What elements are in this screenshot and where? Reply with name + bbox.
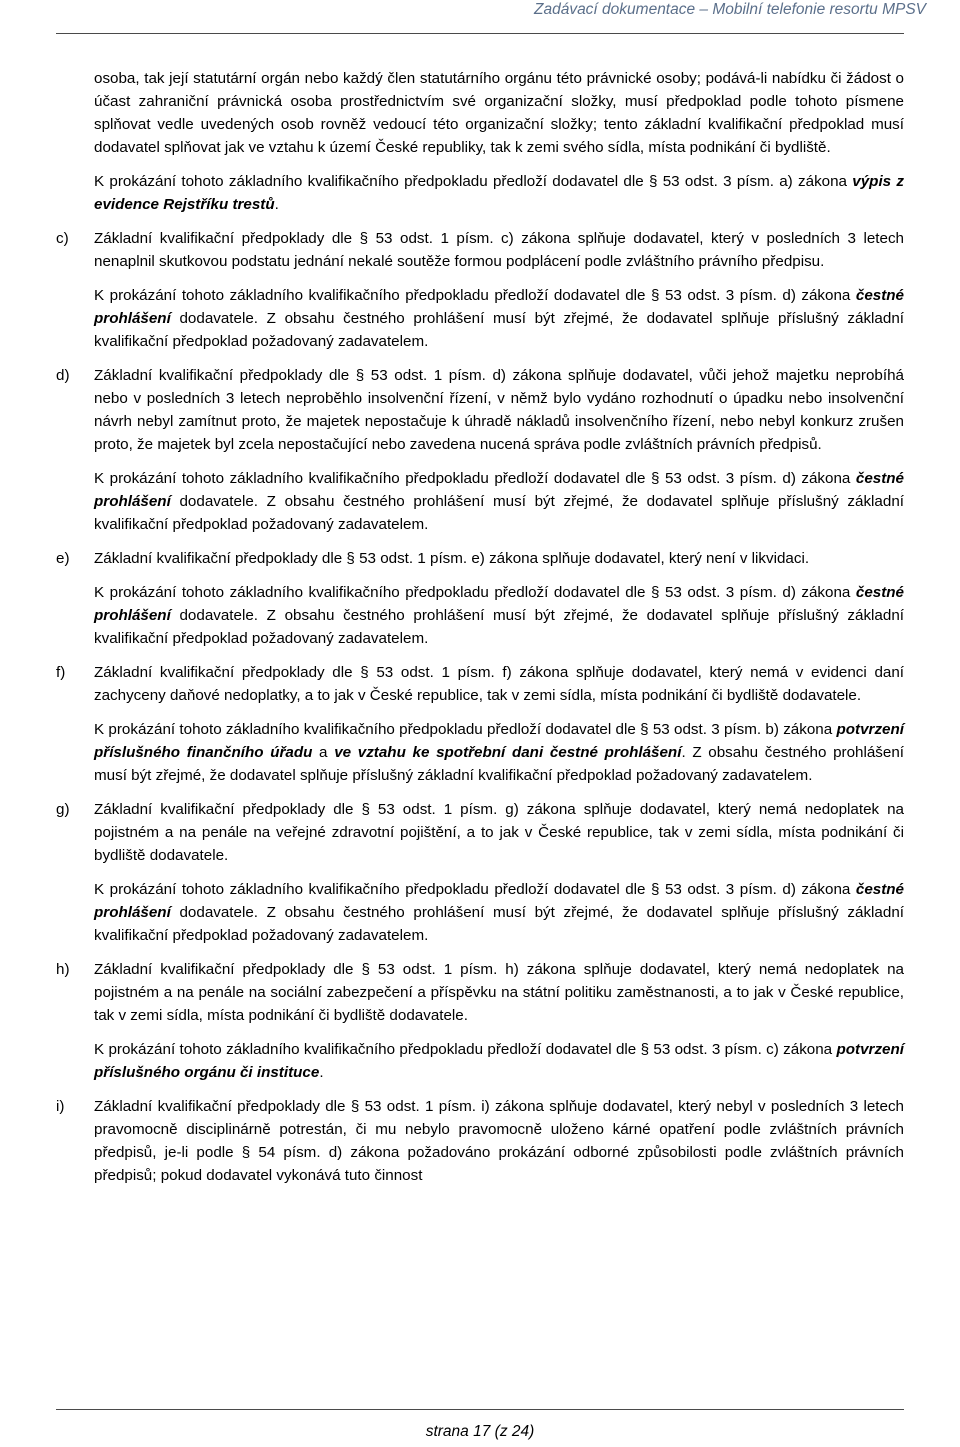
proof-document: čestné prohlášení [94, 470, 904, 510]
item-text: Základní kvalifikační předpoklady dle § 53 odst. 1 písm. d) zákona splňuje dodavatel, vůči jehož majetku neprobíhá nebo v posledních 3 letech neproběhlo insolvenční řízení, v němž bylo vydáno rozhodnutí o úpadku nebo insolvenční návrh nebyl zamítnut proto, že majetek nepostačuje k úhradě nákladů insolvenčního řízení, nebo nebyl konkurz zrušen proto, že majetek byl zcela nepostačující nebo zavedena nucená správa podle zvláštních právních předpisů. [94, 367, 904, 453]
proof-paragraph-e [56, 581, 904, 650]
page-number: strana 17 (z 24) [425, 1423, 535, 1440]
item-label: d) [56, 367, 70, 384]
page-header [0, 0, 960, 34]
proof-paragraph-g [56, 878, 904, 947]
item-text: Základní kvalifikační předpoklady dle § 53 odst. 1 písm. h) zákona splňuje dodavatel, který nemá nedoplatek na pojistném a na penále na sociální zabezpečení a příspěvku na státní politiku zaměstnanosti, a to jak v České republice, tak v zemi sídla, místa podnikání či bydliště dodavatele. [94, 961, 904, 1024]
proof-paragraph-b [56, 170, 904, 216]
proof-paragraph-h [56, 1038, 904, 1084]
proof-text-end: . [319, 1064, 324, 1081]
proof-text: K prokázání tohoto základního kvalifikačního předpokladu předloží dodavatel dle § 53 odst. 3 písm. b) zákona [94, 721, 837, 738]
item-label: c) [56, 230, 69, 247]
item-label: f) [56, 664, 66, 681]
item-label: i) [56, 1098, 65, 1115]
list-item-c [56, 227, 904, 273]
proof-document: výpis z evidence Rejstříku trestů [94, 173, 904, 213]
proof-text: K prokázání tohoto základního kvalifikačního předpokladu předloží dodavatel dle § 53 odst. 3 písm. a) zákona [94, 173, 853, 190]
proof-text-end: . Z obsahu čestného prohlášení musí být zřejmé, že dodavatel splňuje příslušný základní kvalifikační předpoklad požadovaný zadavatelem. [94, 744, 905, 784]
proof-text: K prokázání tohoto základního kvalifikačního předpokladu předloží dodavatel dle § 53 odst. 3 písm. d) zákona [94, 470, 856, 487]
proof-text-end: dodavatele. Z obsahu čestného prohlášení musí být zřejmé, že dodavatel splňuje příslušný základní kvalifikační předpoklad požadovaný zadavatelem. [94, 904, 904, 944]
proof-document: potvrzení příslušného orgánu či instituce [94, 1041, 904, 1081]
proof-document: čestné prohlášení [94, 584, 904, 624]
list-item-g [56, 798, 904, 867]
proof-paragraph-d [56, 467, 904, 536]
proof-text: K prokázání tohoto základního kvalifikačního předpokladu předloží dodavatel dle § 53 odst. 3 písm. d) zákona [94, 287, 856, 304]
list-item-d [56, 364, 904, 456]
proof-text: K prokázání tohoto základního kvalifikačního předpokladu předloží dodavatel dle § 53 odst. 3 písm. d) zákona [94, 881, 856, 898]
proof-paragraph-c [56, 284, 904, 353]
continuation-paragraph: osoba, tak její statutární orgán nebo každý člen statutárního orgánu této právnické osoby; podává-li nabídku či žádost o účast zahraniční právnická osoba prostřednictvím své organizační složky, musí předpoklad podle tohoto písmene splňovat vedle uvedených osob rovněž vedoucí této organizační složky; tento základní kvalifikační předpoklad musí dodavatel splňovat jak ve vztahu k území České republiky, tak k zemi svého sídla, místa podnikání či bydliště. [94, 70, 904, 156]
proof-text: K prokázání tohoto základního kvalifikačního předpokladu předloží dodavatel dle § 53 odst. 3 písm. c) zákona [94, 1041, 837, 1058]
proof-text-end: dodavatele. Z obsahu čestného prohlášení musí být zřejmé, že dodavatel splňuje příslušný základní kvalifikační předpoklad požadovaný zadavatelem. [94, 493, 904, 533]
list-item-h [56, 958, 904, 1027]
proof-text-mid: a [312, 744, 335, 761]
footer-rule [56, 1409, 904, 1410]
proof-document: čestné prohlášení [94, 881, 904, 921]
item-text: Základní kvalifikační předpoklady dle § 53 odst. 1 písm. e) zákona splňuje dodavatel, který není v likvidaci. [94, 550, 810, 567]
proof-text: K prokázání tohoto základního kvalifikačního předpokladu předloží dodavatel dle § 53 odst. 3 písm. d) zákona [94, 584, 856, 601]
proof-paragraph-f [56, 718, 904, 787]
item-text: Základní kvalifikační předpoklady dle § 53 odst. 1 písm. c) zákona splňuje dodavatel, který v posledních 3 letech nenaplnil skutkovou podstatu jednání nekalé soutěže formou podplácení podle zvláštního právního předpisu. [94, 230, 904, 270]
header-rule [56, 33, 904, 34]
item-label: h) [56, 961, 70, 978]
item-label: e) [56, 550, 70, 567]
item-text: Základní kvalifikační předpoklady dle § 53 odst. 1 písm. f) zákona splňuje dodavatel, který nemá v evidenci daní zachyceny daňové nedoplatky, a to jak v České republice, tak v zemi sídla, místa podnikání či bydliště dodavatele. [94, 664, 904, 704]
proof-document-2: ve vztahu ke spotřební dani čestné prohlášení [334, 744, 682, 761]
item-label: g) [56, 801, 70, 818]
proof-text-end: . [274, 196, 279, 213]
proof-document: čestné prohlášení [94, 287, 904, 327]
proof-document: potvrzení příslušného finančního úřadu [94, 721, 904, 761]
proof-text-end: dodavatele. Z obsahu čestného prohlášení musí být zřejmé, že dodavatel splňuje příslušný základní kvalifikační předpoklad požadovaný zadavatelem. [94, 310, 904, 350]
proof-text-end: dodavatele. Z obsahu čestného prohlášení musí být zřejmé, že dodavatel splňuje příslušný základní kvalifikační předpoklad požadovaný zadavatelem. [94, 607, 904, 647]
document-title: Zadávací dokumentace – Mobilní telefonie resortu MPSV [533, 1, 926, 18]
page-body [56, 67, 904, 1187]
item-text: Základní kvalifikační předpoklady dle § 53 odst. 1 písm. i) zákona splňuje dodavatel, který nebyl v posledních 3 letech pravomocně disciplinárně potrestán, či mu nebylo pravomocně uloženo kárné opatření podle zvláštních právních předpisů, je-li podle § 54 písm. d) zákona požadováno prokázání odborné způsobilosti podle zvláštních právních předpisů; pokud dodavatel vykonává tuto činnost [94, 1098, 904, 1184]
list-item-i [56, 1095, 904, 1187]
item-text: Základní kvalifikační předpoklady dle § 53 odst. 1 písm. g) zákona splňuje dodavatel, který nemá nedoplatek na pojistném a na penále na veřejné zdravotní pojištění, a to jak v České republice, tak v zemi sídla, místa podnikání či bydliště dodavatele. [94, 801, 904, 864]
list-item-e [56, 547, 904, 570]
list-item-f [56, 661, 904, 707]
